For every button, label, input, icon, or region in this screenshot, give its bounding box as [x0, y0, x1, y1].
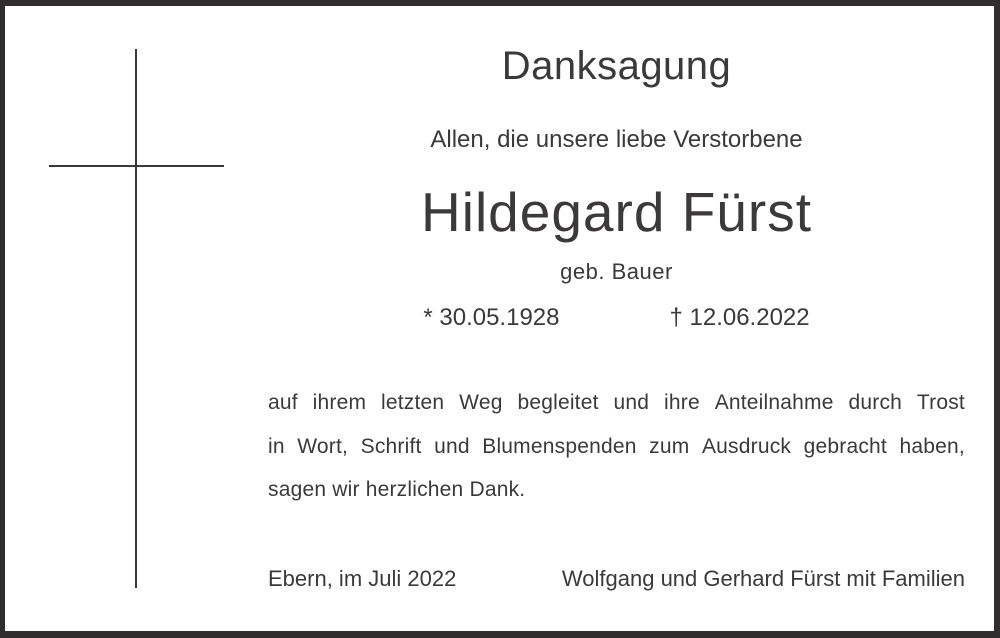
mourners-names: Wolfgang und Gerhard Fürst mit Familien — [561, 566, 965, 591]
body-line-3: sagen wir herzlichen Dank. — [268, 478, 526, 501]
signature-row — [268, 568, 965, 590]
life-dates-row — [268, 306, 965, 330]
cross-horizontal-bar — [49, 165, 224, 167]
place-and-date: Ebern, im Juli 2022 — [268, 566, 457, 591]
intro-line: Allen, die unsere liebe Verstorbene — [430, 126, 803, 153]
body-line-2: in Wort, Schrift und Blumenspenden zum Ausdruck gebracht haben, — [268, 434, 965, 458]
body-line-1: auf ihrem letzten Weg begleitet und ihre Anteilnahme durch Trost — [268, 391, 965, 414]
deceased-name: Hildegard Fürst — [421, 181, 812, 243]
death-date: † 12.06.2022 — [669, 304, 810, 331]
cross-vertical-bar — [135, 49, 137, 588]
birth-date: * 30.05.1928 — [423, 304, 560, 331]
notice-type-heading: Danksagung — [501, 44, 732, 88]
thank-you-paragraph — [268, 381, 965, 512]
maiden-name: geb. Bauer — [560, 259, 673, 284]
